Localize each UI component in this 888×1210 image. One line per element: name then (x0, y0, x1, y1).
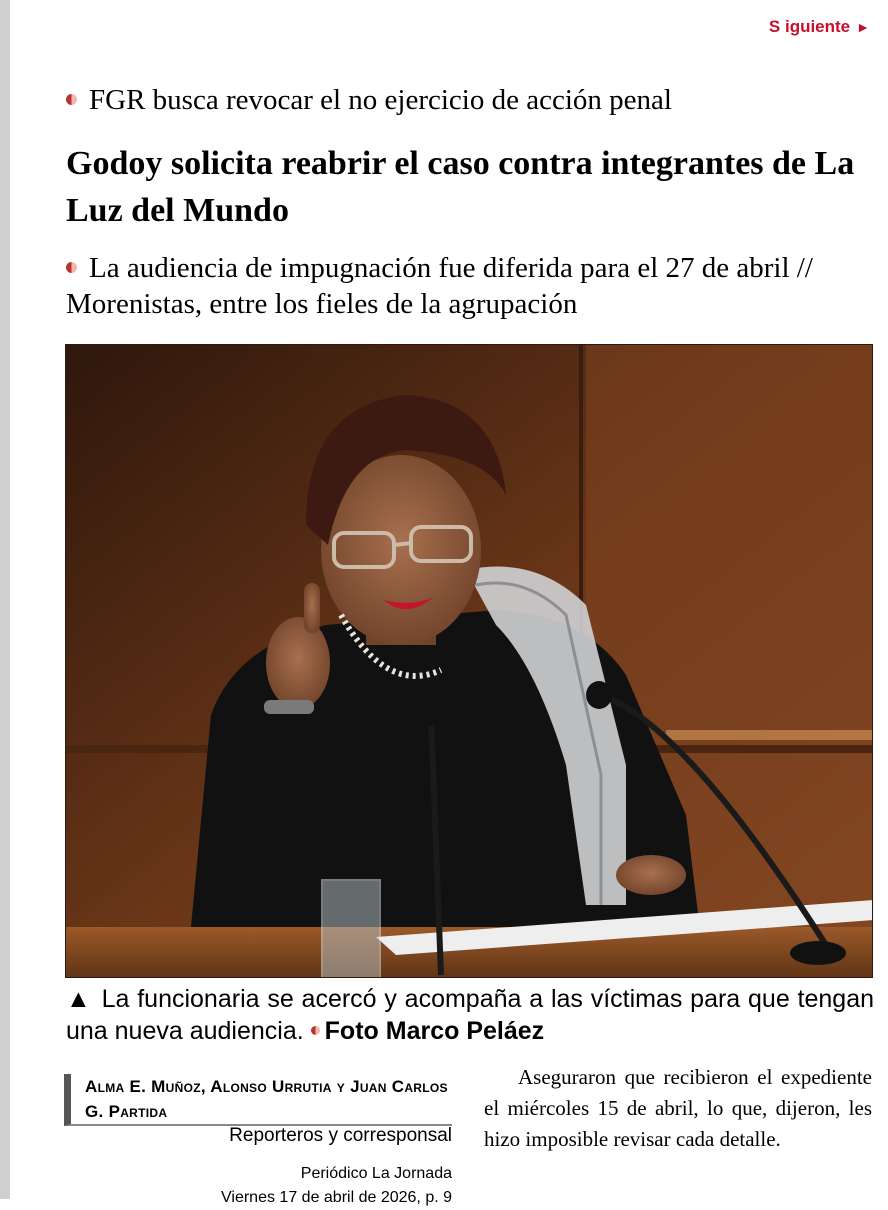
triangle-up-icon: ▲ (66, 985, 92, 1013)
article-kicker (66, 82, 672, 118)
speaker-at-podium-photo (66, 345, 873, 978)
byline-role: Reporteros y corresponsal (229, 1125, 452, 1146)
subhead-text: La audiencia de impugnación fue diferida para el 27 de abril // Morenistas, entre los fieles de la agrupación (66, 252, 813, 320)
bullet-dot-icon (66, 94, 77, 105)
caption-text: La funcionaria se acercó y acompaña a las víctimas para que tengan una nueva audiencia. (66, 985, 874, 1045)
next-link-label: S iguiente (768, 17, 851, 36)
photo-credit: Foto Marco Peláez (324, 1017, 545, 1045)
photo-caption (66, 983, 874, 1047)
publication-date: Viernes 17 de abril de 2026, p. 9 (221, 1189, 452, 1206)
article-headline: Godoy solicita reabrir el caso contra integrantes de La Luz del Mundo (66, 145, 855, 229)
play-arrow-icon: ► (856, 19, 870, 35)
bullet-dot-icon (66, 262, 77, 273)
source-info (66, 1162, 452, 1210)
article-subhead (66, 250, 856, 322)
byline-names: Alma E. Muñoz, Alonso Urrutia y Juan Carlos G. Partida (85, 1077, 448, 1121)
next-article-link[interactable] (769, 17, 870, 37)
article-body-text: Aseguraron que recibieron el expediente el miércoles 15 de abril, lo que, dijeron, les hizo imposible revisar cada detalle. (484, 1065, 872, 1151)
article-photo (65, 344, 873, 978)
kicker-text: FGR busca revocar el no ejercicio de acción penal (89, 84, 672, 116)
publication-name: Periódico La Jornada (300, 1165, 452, 1182)
bullet-dot-icon (311, 1026, 320, 1035)
byline (64, 1074, 452, 1126)
page-edge-rule (0, 0, 10, 1199)
